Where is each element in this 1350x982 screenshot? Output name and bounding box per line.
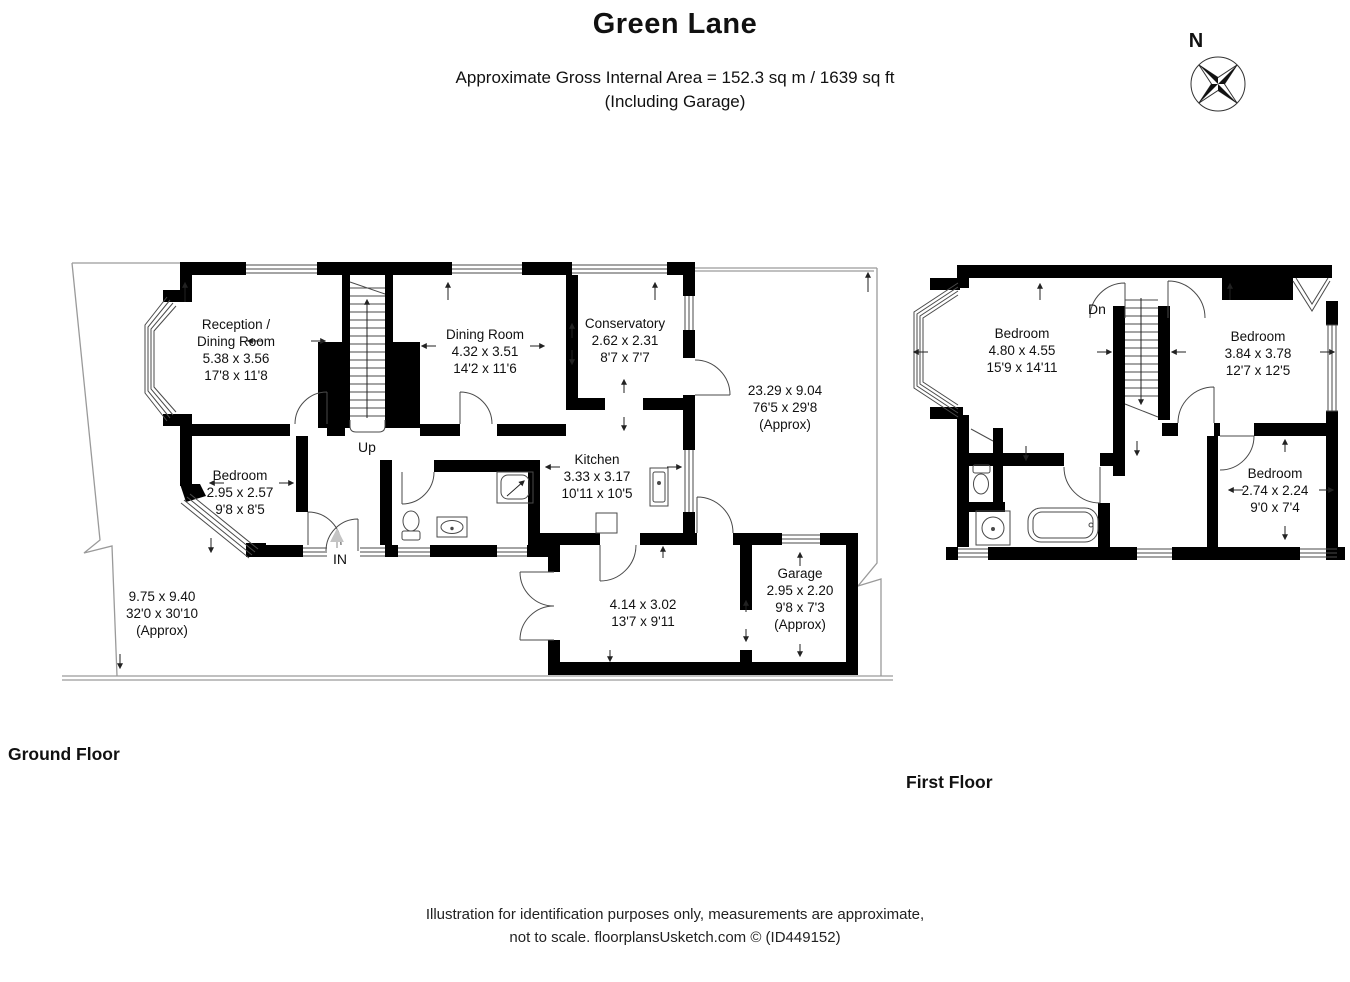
label-garden-right: 23.29 x 9.04 76'5 x 29'8 (Approx) — [747, 383, 823, 432]
page-title: Green Lane — [592, 8, 758, 40]
room-label-ff-bedroom-small: Bedroom 2.74 x 2.24 9'0 x 7'4 — [1241, 466, 1309, 515]
ground-floor-label: Ground Floor — [8, 744, 120, 764]
room-label-rear-room: 4.14 x 3.02 13'7 x 9'11 — [609, 597, 677, 629]
gf-stairs — [350, 282, 385, 432]
room-label-ff-bedroom-right: Bedroom 3.84 x 3.78 12'7 x 12'5 — [1224, 329, 1292, 378]
room-label-kitchen: Kitchen 3.33 x 3.17 10'11 x 10'5 — [561, 452, 633, 501]
room-label-conservatory: Conservatory 2.62 x 2.31 8'7 x 7'7 — [584, 316, 666, 365]
gf-rear-hall-door — [600, 545, 636, 581]
room-label-ff-bedroom-left: Bedroom 4.80 x 4.55 15'9 x 14'11 — [986, 326, 1058, 375]
gf-kitchen-rear-door — [697, 497, 733, 533]
gf-bathroom-door — [402, 472, 434, 504]
ff-roof-pitch-mark — [1293, 278, 1330, 311]
room-label-garage: Garage 2.95 x 2.20 9'8 x 7'3 (Approx) — [766, 566, 834, 632]
gf-dining-door — [460, 392, 492, 424]
stairs-dn-label: Dn — [1088, 301, 1106, 317]
ff-vanity-sink-icon — [976, 511, 1010, 545]
subtitle-area: Approximate Gross Internal Area = 152.3 sq m / 1639 sq ft — [455, 68, 895, 87]
footer-disclaimer-line2: not to scale. floorplansUsketch.com © (ID449152) — [509, 929, 841, 946]
ff-bedroom-right-door — [1178, 387, 1214, 423]
ff-bathroom-door — [1064, 467, 1100, 503]
ff-bathtub-icon — [1028, 508, 1098, 542]
room-label-gf-bedroom: Bedroom 2.95 x 2.57 9'8 x 8'5 — [206, 468, 274, 517]
gf-toilet-icon — [402, 511, 420, 540]
ff-toilet-icon — [973, 465, 990, 494]
ff-wc-door — [971, 429, 993, 441]
ff-stairs — [1125, 298, 1158, 417]
stairs-up-label: Up — [358, 439, 376, 455]
footer-disclaimer-line1: Illustration for identification purposes only, measurements are approximate, — [425, 906, 925, 923]
first-floor-label: First Floor — [906, 772, 993, 792]
compass-north-label: N — [1188, 30, 1204, 52]
room-label-reception-dining: Reception / Dining Room 5.38 x 3.56 17'8 x 11'8 — [196, 317, 276, 383]
label-garden-left: 9.75 x 9.40 32'0 x 30'10 (Approx) — [126, 589, 198, 638]
ff-landing-right-door — [1168, 281, 1205, 318]
gf-kitchen-unit — [596, 513, 617, 533]
gf-entrance-door — [326, 519, 358, 551]
room-label-dining: Dining Room 4.32 x 3.51 14'2 x 11'6 — [445, 327, 525, 376]
subtitle-including-garage: (Including Garage) — [604, 92, 746, 111]
entrance-in-label: IN — [333, 551, 347, 567]
gf-sink-icon — [437, 517, 467, 537]
